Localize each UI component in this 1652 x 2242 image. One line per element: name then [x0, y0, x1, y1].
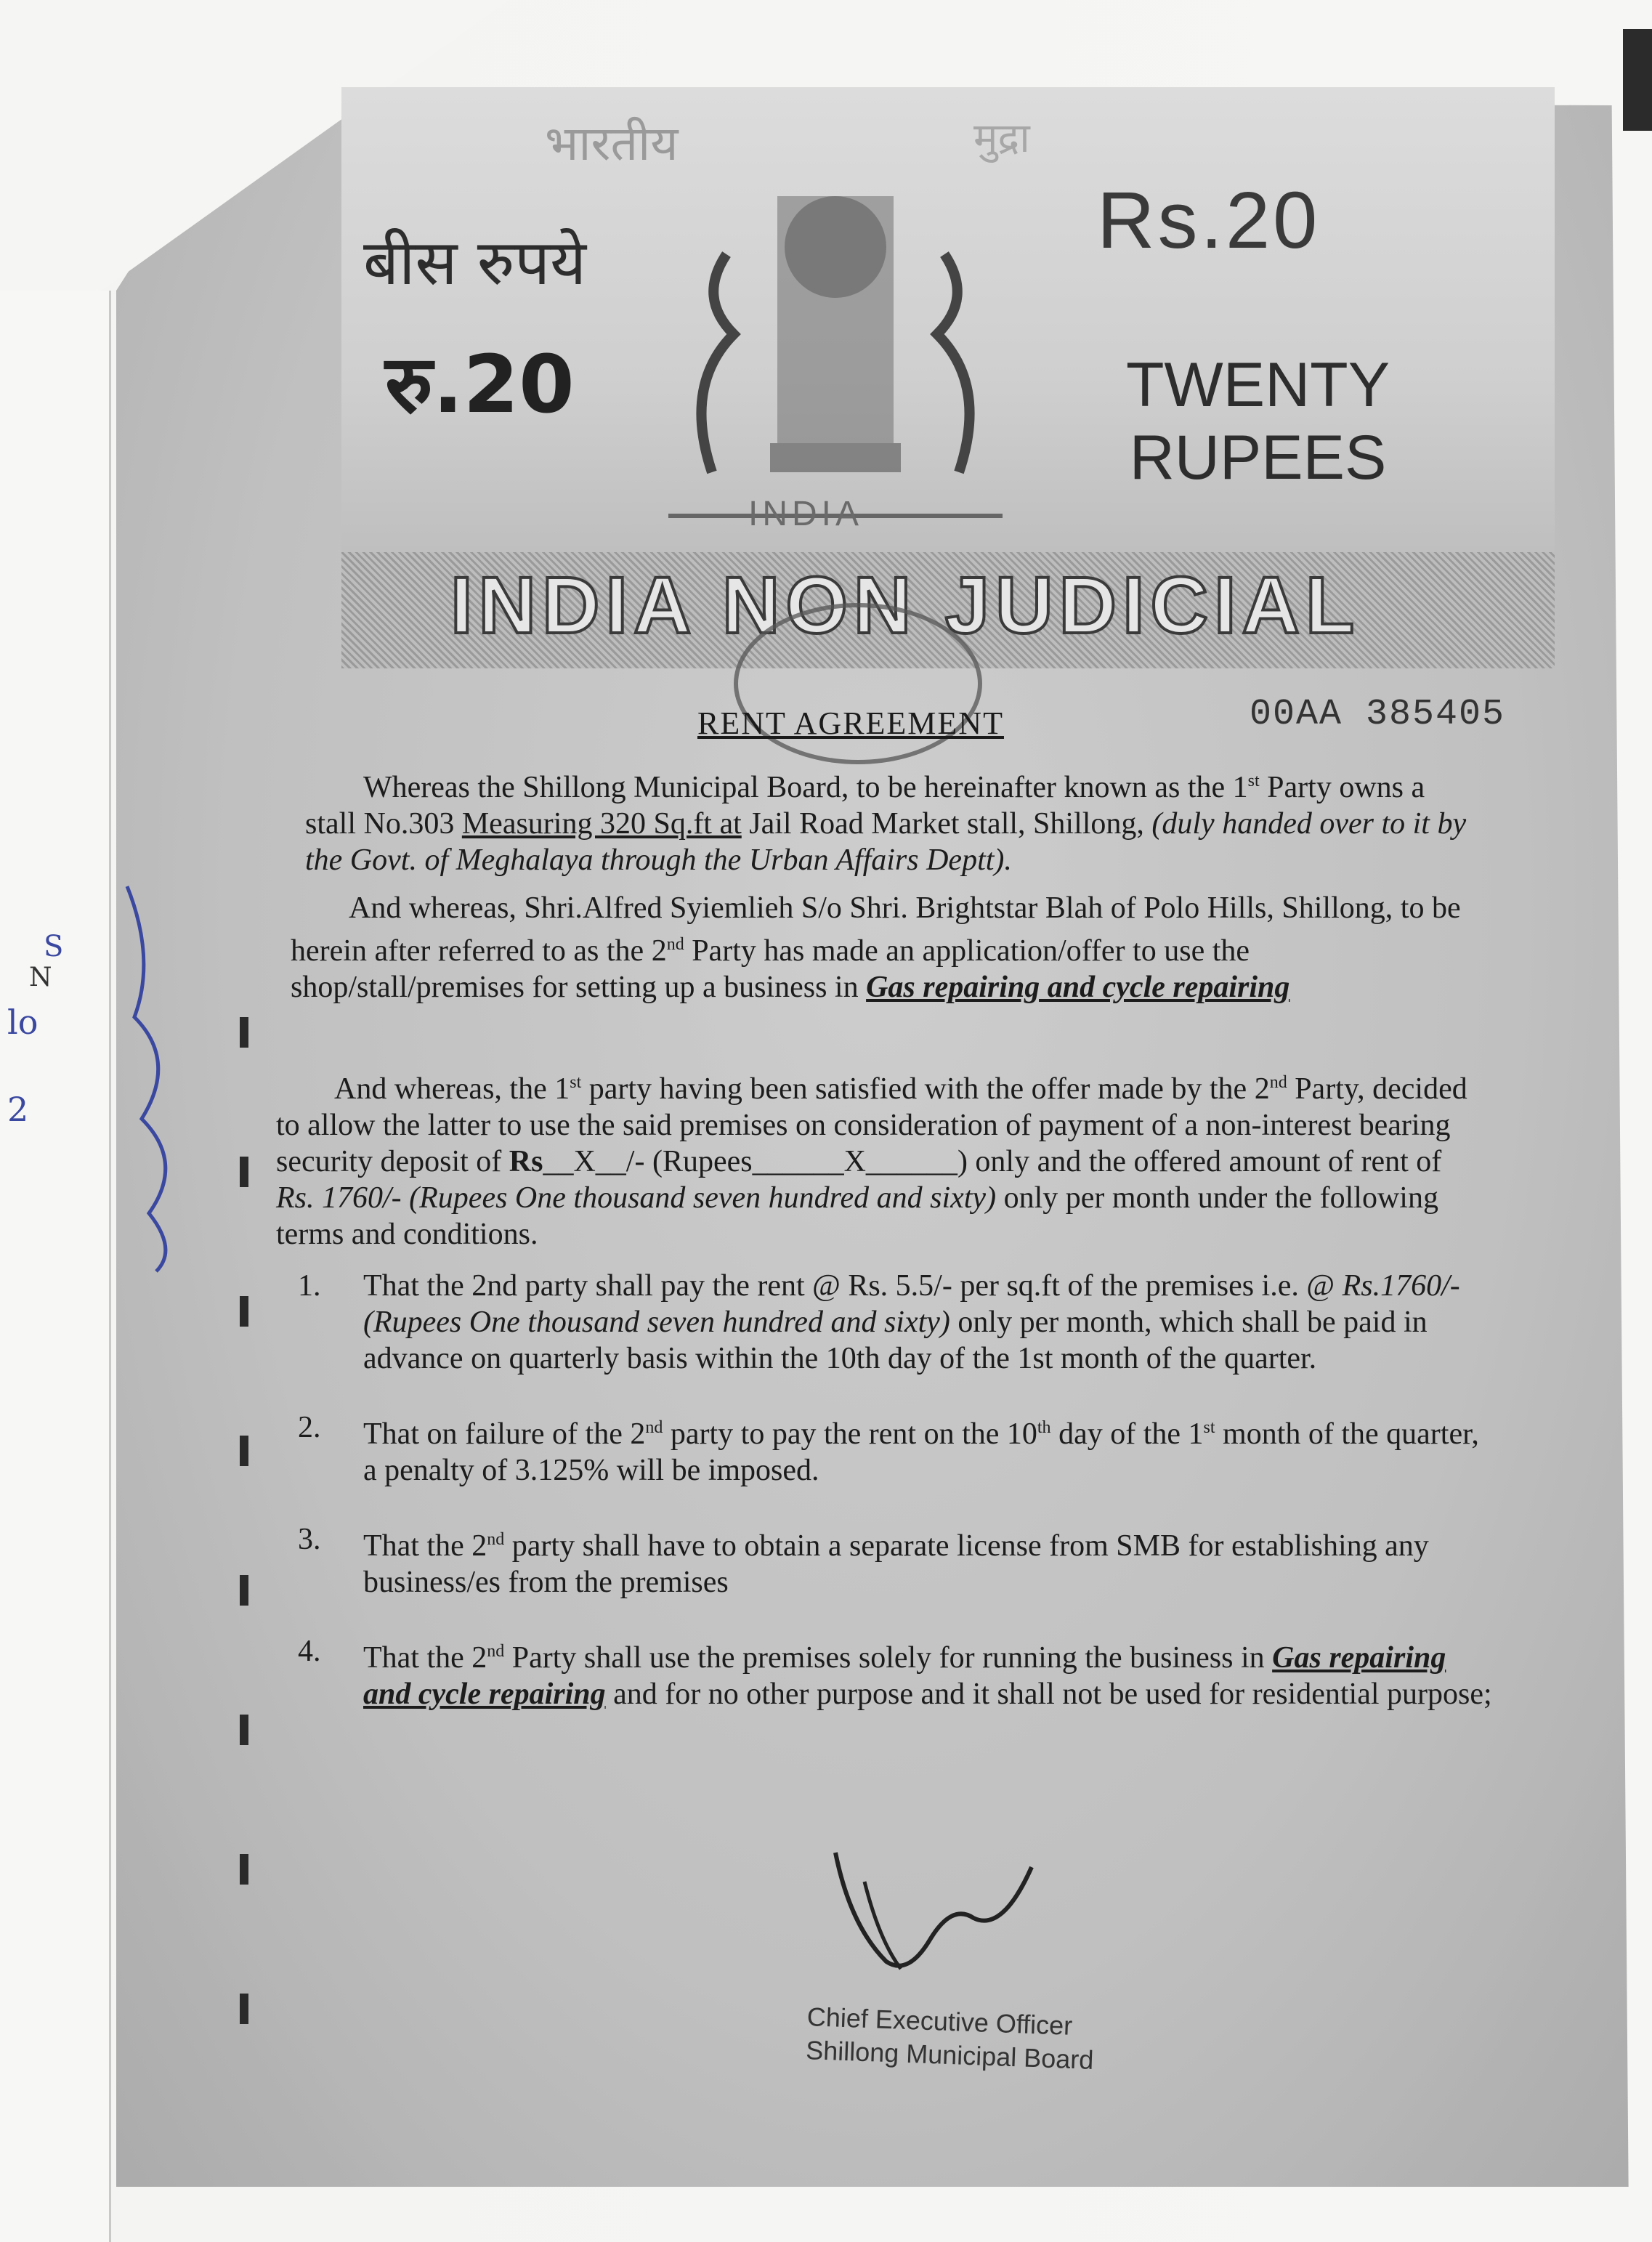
- signatory-org: Shillong Municipal Board: [805, 2035, 1095, 2075]
- banner-text: INDIA NON JUDICIAL: [450, 561, 1361, 650]
- stamp-amount-words: [1126, 349, 1390, 494]
- margin-note: N: [29, 963, 52, 992]
- list-item: 4. That the 2nd Party shall use the premises solely for running the business in Gas repairing and cycle repairing and for no other purpose and it shall not be used for residential purpose;: [298, 1635, 1492, 1711]
- paragraph-1: Whereas the Shillong Municipal Board, to be hereinafter known as the 1st Party owns a stall No.303 Measuring 320 Sq.ft at Jail Road Market stall, Shillong, (duly handed over to it by the Govt. of Meghalaya through the Urban Affairs Deptt).: [305, 771, 1467, 877]
- stamp-words-line2: RUPEES: [1129, 423, 1387, 493]
- list-item: 3. That the 2nd party shall have to obtain a separate license from SMB for establishing any business/es from the premises: [298, 1523, 1429, 1599]
- stamp-faint-text-right: मुद्रा: [973, 115, 1030, 162]
- punch-holes: [240, 1017, 254, 2143]
- national-emblem-icon: [668, 167, 1003, 545]
- margin-signature: [113, 872, 200, 1279]
- paragraph-3: And whereas, the 1st party having been satisfied with the offer made by the 2nd Party, decided to allow the latter to use the said premises on consideration of payment of a non-interest bearing security deposit of Rs__X__/- (Rupees______X______) only and the offered amount of rent of Rs. 1760/- (Rupees One thousand seven hundred and sixty) only per month under the following terms and conditions.: [276, 1072, 1467, 1251]
- document-title: RENT AGREEMENT: [697, 705, 1004, 741]
- emblem-india-label: INDIA: [748, 495, 864, 533]
- stamp-hindi-amount: बीस रुपये: [363, 227, 587, 299]
- stamp-paper-header: [341, 87, 1555, 668]
- paragraph-2: And whereas, Shri.Alfred Syiemlieh S/o Shri. Brightstar Blah of Polo Hills, Shillong, to be herein after referred to as the 2nd Party has made an application/offer to use the shop/stall/premises for setting up a business in Gas repairing and cycle repairing: [291, 891, 1461, 1004]
- list-item: 2. That on failure of the 2nd party to pay the rent on the 10th day of the 1st month of the quarter, a penalty of 3.125% will be imposed.: [298, 1411, 1479, 1487]
- underlying-sheet: [0, 291, 111, 2242]
- signatory-title: Chief Executive Officer: [806, 2002, 1073, 2041]
- margin-note: S: [44, 930, 64, 963]
- stamp-rs-amount: Rs.20: [1097, 176, 1321, 265]
- stamp-faint-text: भारतीय: [545, 116, 679, 171]
- margin-note: lo: [7, 1003, 39, 1042]
- stamp-ru-amount: रु.20: [385, 338, 575, 431]
- terms-list: [298, 1268, 1497, 1745]
- list-item: 1. That the 2nd party shall pay the rent @ Rs. 5.5/- per sq.ft of the premises i.e. @ Rs.1760/- (Rupees One thousand seven hundred and sixty) only per month, which shall be paid in advance on quarterly basis within the 10th day of the 1st month of the quarter.: [298, 1269, 1460, 1375]
- signatory-block: [806, 2000, 1096, 2077]
- stamp-words-line1: TWENTY: [1126, 350, 1390, 420]
- handwritten-signature: [821, 1838, 1039, 1983]
- stamp-serial-number: 00AA 385405: [1250, 694, 1506, 735]
- margin-note: 2: [7, 1090, 29, 1129]
- dark-corner: [1623, 29, 1652, 131]
